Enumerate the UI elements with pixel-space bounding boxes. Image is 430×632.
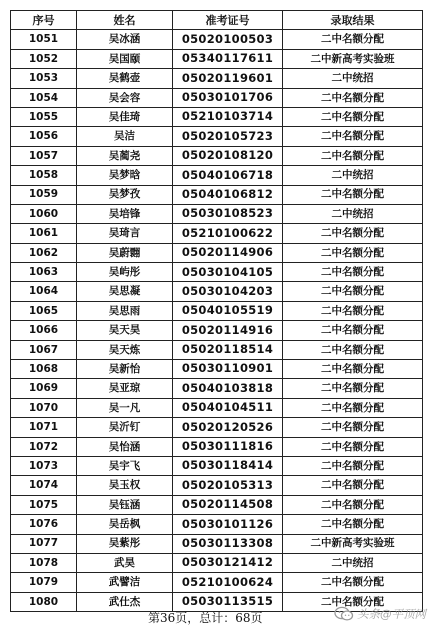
cell-result: 二中名额分配 xyxy=(283,243,423,262)
cell-result: 二中名额分配 xyxy=(283,301,423,320)
cell-serial: 1072 xyxy=(11,437,77,456)
cell-serial: 1055 xyxy=(11,107,77,126)
watermark-text: 头条@平顶网 xyxy=(357,607,426,621)
cell-result: 二中名额分配 xyxy=(283,573,423,592)
cell-exam-number: 05030104203 xyxy=(173,282,283,301)
cell-name: 吴沂钉 xyxy=(77,418,173,437)
table-row xyxy=(11,88,423,107)
cell-serial: 1062 xyxy=(11,243,77,262)
cell-exam-number: 05020100503 xyxy=(173,30,283,49)
cell-name: 吴屿彤 xyxy=(77,263,173,282)
cell-serial: 1053 xyxy=(11,69,77,88)
cell-serial: 1058 xyxy=(11,166,77,185)
table-row xyxy=(11,107,423,126)
table-row xyxy=(11,49,423,68)
page-info: 第36页，总计：68页 xyxy=(148,611,263,625)
cell-result: 二中名额分配 xyxy=(283,476,423,495)
cell-result: 二中统招 xyxy=(283,204,423,223)
cell-exam-number: 05030113308 xyxy=(173,534,283,553)
cell-result: 二中名额分配 xyxy=(283,30,423,49)
table-row xyxy=(11,553,423,572)
cell-serial: 1065 xyxy=(11,301,77,320)
cell-name: 吴冰涵 xyxy=(77,30,173,49)
table-row xyxy=(11,515,423,534)
cell-name: 吴亚琼 xyxy=(77,379,173,398)
cell-name: 吴洁 xyxy=(77,127,173,146)
cell-serial: 1057 xyxy=(11,146,77,165)
table-row xyxy=(11,146,423,165)
table-row xyxy=(11,321,423,340)
cell-result: 二中名额分配 xyxy=(283,592,423,611)
cell-exam-number: 05030118414 xyxy=(173,456,283,475)
cell-name: 吴会容 xyxy=(77,88,173,107)
cell-result: 二中名额分配 xyxy=(283,340,423,359)
cell-serial: 1079 xyxy=(11,573,77,592)
cell-result: 二中名额分配 xyxy=(283,127,423,146)
cell-exam-number: 05020105313 xyxy=(173,476,283,495)
cell-serial: 1060 xyxy=(11,204,77,223)
cell-result: 二中名额分配 xyxy=(283,456,423,475)
table-row xyxy=(11,379,423,398)
table-row xyxy=(11,418,423,437)
cell-name: 吴思凝 xyxy=(77,282,173,301)
cell-result: 二中名额分配 xyxy=(283,224,423,243)
cell-serial: 1063 xyxy=(11,263,77,282)
cell-exam-number: 05020120526 xyxy=(173,418,283,437)
table-row xyxy=(11,69,423,88)
cell-exam-number: 05040105519 xyxy=(173,301,283,320)
cell-result: 二中名额分配 xyxy=(283,418,423,437)
cell-exam-number: 05030110901 xyxy=(173,360,283,379)
cell-exam-number: 05030101126 xyxy=(173,515,283,534)
table-row xyxy=(11,185,423,204)
cell-exam-number: 05040104511 xyxy=(173,398,283,417)
cell-name: 吴梦孜 xyxy=(77,185,173,204)
cell-name: 吴紫彤 xyxy=(77,534,173,553)
table-row xyxy=(11,437,423,456)
table-row xyxy=(11,398,423,417)
cell-result: 二中名额分配 xyxy=(283,263,423,282)
cell-exam-number: 05210100622 xyxy=(173,224,283,243)
cell-serial: 1064 xyxy=(11,282,77,301)
cell-exam-number: 05340117611 xyxy=(173,49,283,68)
cell-exam-number: 05210103714 xyxy=(173,107,283,126)
cell-name: 吴蔚翾 xyxy=(77,243,173,262)
cell-exam-number: 05030104105 xyxy=(173,263,283,282)
cell-name: 吴梦晗 xyxy=(77,166,173,185)
cell-serial: 1075 xyxy=(11,495,77,514)
cell-result: 二中统招 xyxy=(283,553,423,572)
cell-serial: 1073 xyxy=(11,456,77,475)
cell-result: 二中名额分配 xyxy=(283,495,423,514)
cell-result: 二中新高考实验班 xyxy=(283,49,423,68)
cell-result: 二中名额分配 xyxy=(283,185,423,204)
cell-serial: 1071 xyxy=(11,418,77,437)
cell-exam-number: 05020114906 xyxy=(173,243,283,262)
cell-result: 二中名额分配 xyxy=(283,146,423,165)
cell-serial: 1077 xyxy=(11,534,77,553)
table-row xyxy=(11,360,423,379)
cell-result: 二中名额分配 xyxy=(283,88,423,107)
cell-result: 二中名额分配 xyxy=(283,379,423,398)
col-header-exam-number: 准考证号 xyxy=(173,11,283,30)
cell-serial: 1069 xyxy=(11,379,77,398)
cell-serial: 1068 xyxy=(11,360,77,379)
cell-name: 吴天炼 xyxy=(77,340,173,359)
cell-exam-number: 05030111816 xyxy=(173,437,283,456)
admission-table xyxy=(10,10,423,612)
table-body xyxy=(11,30,423,612)
cell-name: 吴琦言 xyxy=(77,224,173,243)
cell-name: 吴新怡 xyxy=(77,360,173,379)
cell-result: 二中名额分配 xyxy=(283,437,423,456)
cell-result: 二中名额分配 xyxy=(283,360,423,379)
cell-name: 吴培锋 xyxy=(77,204,173,223)
table-row xyxy=(11,456,423,475)
cell-exam-number: 05020118514 xyxy=(173,340,283,359)
cell-name: 吴玉权 xyxy=(77,476,173,495)
cell-name: 吴宇飞 xyxy=(77,456,173,475)
cell-result: 二中名额分配 xyxy=(283,321,423,340)
table-row xyxy=(11,204,423,223)
col-header-name: 姓名 xyxy=(77,11,173,30)
cell-exam-number: 05020105723 xyxy=(173,127,283,146)
cell-name: 吴蔺尧 xyxy=(77,146,173,165)
cell-serial: 1067 xyxy=(11,340,77,359)
table-row xyxy=(11,30,423,49)
cell-name: 吴一凡 xyxy=(77,398,173,417)
table-row xyxy=(11,476,423,495)
cell-serial: 1078 xyxy=(11,553,77,572)
cell-serial: 1054 xyxy=(11,88,77,107)
watermark xyxy=(334,606,426,622)
table-row xyxy=(11,224,423,243)
cell-serial: 1061 xyxy=(11,224,77,243)
cell-serial: 1080 xyxy=(11,592,77,611)
cell-serial: 1066 xyxy=(11,321,77,340)
page-footer xyxy=(0,606,430,628)
cell-serial: 1052 xyxy=(11,49,77,68)
table-row xyxy=(11,282,423,301)
cell-exam-number: 05040103818 xyxy=(173,379,283,398)
cell-name: 吴国颐 xyxy=(77,49,173,68)
cell-serial: 1056 xyxy=(11,127,77,146)
table-row xyxy=(11,534,423,553)
table-row xyxy=(11,166,423,185)
table-row xyxy=(11,263,423,282)
cell-serial: 1074 xyxy=(11,476,77,495)
cell-name: 吴怡涵 xyxy=(77,437,173,456)
cell-exam-number: 05040106812 xyxy=(173,185,283,204)
cell-name: 吴佳琦 xyxy=(77,107,173,126)
cell-exam-number: 05020114916 xyxy=(173,321,283,340)
cell-exam-number: 05030121412 xyxy=(173,553,283,572)
cell-exam-number: 05020114508 xyxy=(173,495,283,514)
cell-serial: 1051 xyxy=(11,30,77,49)
table-row xyxy=(11,243,423,262)
cell-exam-number: 05020119601 xyxy=(173,69,283,88)
wechat-bubble-icon xyxy=(334,606,354,622)
cell-exam-number: 05020108120 xyxy=(173,146,283,165)
cell-exam-number: 05040106718 xyxy=(173,166,283,185)
cell-serial: 1059 xyxy=(11,185,77,204)
cell-exam-number: 05210100624 xyxy=(173,573,283,592)
cell-exam-number: 05030108523 xyxy=(173,204,283,223)
cell-name: 吴思雨 xyxy=(77,301,173,320)
cell-result: 二中名额分配 xyxy=(283,398,423,417)
cell-exam-number: 05030113515 xyxy=(173,592,283,611)
table-row xyxy=(11,301,423,320)
cell-result: 二中统招 xyxy=(283,166,423,185)
cell-name: 武昊 xyxy=(77,553,173,572)
cell-name: 吴岳枫 xyxy=(77,515,173,534)
cell-result: 二中新高考实验班 xyxy=(283,534,423,553)
col-header-serial: 序号 xyxy=(11,11,77,30)
cell-result: 二中名额分配 xyxy=(283,282,423,301)
cell-result: 二中名额分配 xyxy=(283,515,423,534)
cell-serial: 1070 xyxy=(11,398,77,417)
table-row xyxy=(11,340,423,359)
cell-name: 武譬洁 xyxy=(77,573,173,592)
header-row xyxy=(11,11,423,30)
table-row xyxy=(11,127,423,146)
cell-serial: 1076 xyxy=(11,515,77,534)
cell-result: 二中名额分配 xyxy=(283,107,423,126)
cell-name: 武仕杰 xyxy=(77,592,173,611)
table-header xyxy=(11,11,423,30)
table-row xyxy=(11,495,423,514)
cell-name: 吴钰涵 xyxy=(77,495,173,514)
cell-result: 二中统招 xyxy=(283,69,423,88)
table-row xyxy=(11,573,423,592)
cell-name: 吴鹤壶 xyxy=(77,69,173,88)
cell-exam-number: 05030101706 xyxy=(173,88,283,107)
col-header-result: 录取结果 xyxy=(283,11,423,30)
cell-name: 吴天昊 xyxy=(77,321,173,340)
